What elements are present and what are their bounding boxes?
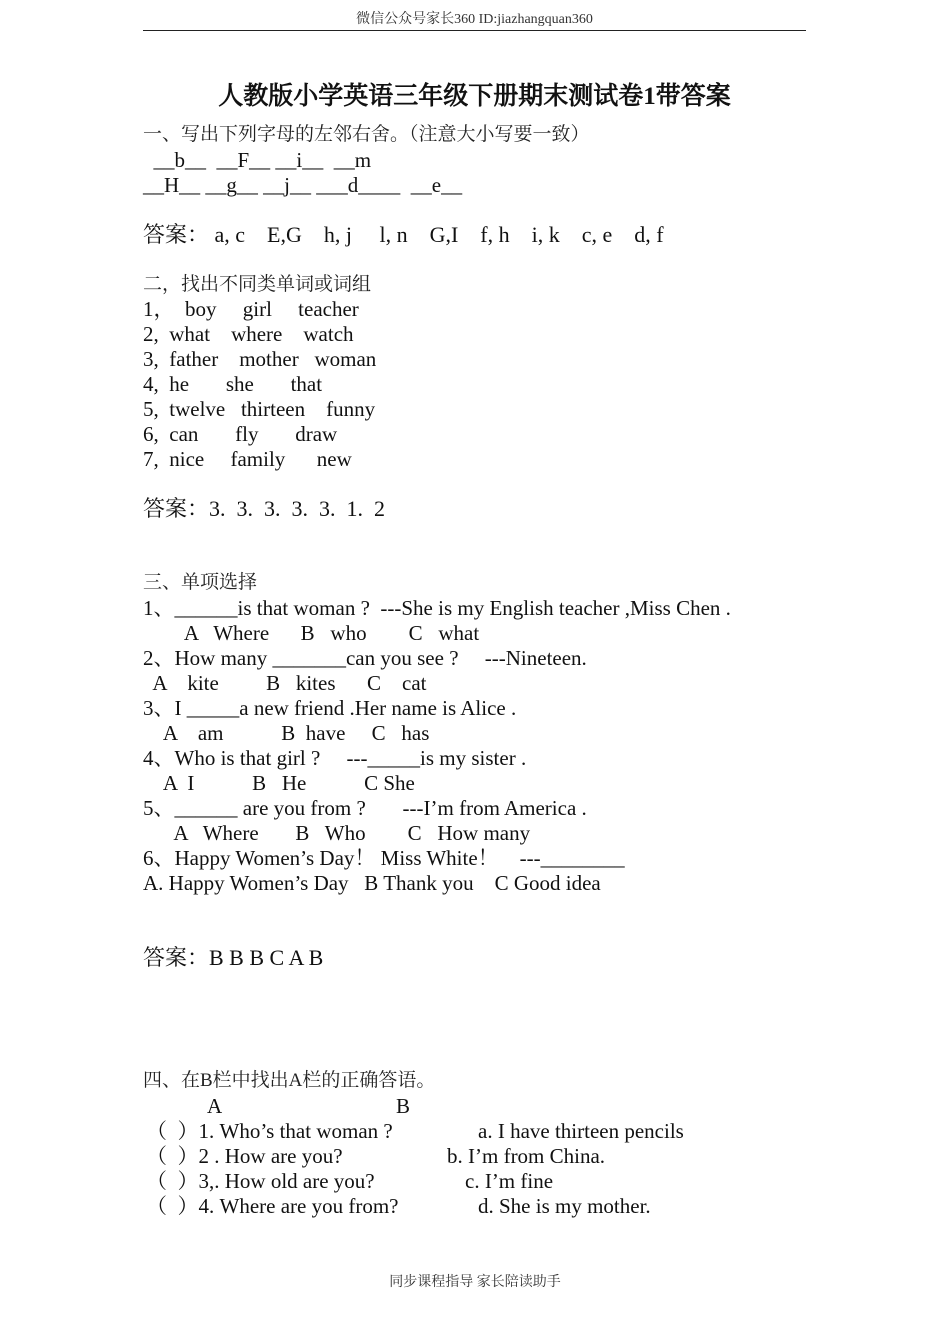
- list-item: 3, father mother woman: [143, 347, 377, 371]
- list-item: 2, what where watch: [143, 322, 354, 346]
- match-answer: a. I have thirteen pencils: [478, 1119, 684, 1143]
- options-line: A I B He C She: [143, 771, 415, 795]
- page-header: 微信公众号家长360 ID:jiazhangquan360: [143, 10, 806, 31]
- section2-heading: 二，找出不同类单词或词组: [143, 274, 372, 295]
- section1-answer: 答案： a, c E,G h, j l, n G,I f, h i, k c, e d, f: [143, 222, 664, 247]
- column-a-label: A: [207, 1094, 223, 1118]
- question-line: 1、______is that woman ? ---She is my English teacher ,Miss Chen .: [143, 596, 731, 620]
- question-line: 4、Who is that girl ? ---_____is my sister .: [143, 746, 527, 770]
- match-answer: c. I’m fine: [465, 1169, 554, 1193]
- question-line: 3、I _____a new friend .Her name is Alice .: [143, 696, 517, 720]
- match-question: （ ）2 . How are you?: [146, 1144, 343, 1168]
- section2-answer: 答案：3. 3. 3. 3. 3. 1. 2: [143, 496, 386, 521]
- options-line: A am B have C has: [143, 721, 430, 745]
- page-title: 人教版小学英语三年级下册期末测试卷1带答案: [218, 83, 731, 110]
- page-footer: 同步课程指导 家长陪读助手: [389, 1275, 561, 1290]
- section3-heading: 三、单项选择: [143, 572, 258, 593]
- letter-row-2: __H__ __g__ __j__ ___d____ __e__: [143, 173, 463, 197]
- options-line: A Where B Who C How many: [143, 821, 531, 845]
- options-line: A Where B who C what: [143, 621, 480, 645]
- list-item: 5, twelve thirteen funny: [143, 397, 376, 421]
- question-line: 5、______ are you from ? ---I’m from America .: [143, 796, 587, 820]
- letter-row-1: __b__ __F__ __i__ __m: [143, 148, 372, 172]
- section3-answer: 答案：B B B C A B: [143, 945, 324, 970]
- match-question: （ ）4. Where are you from?: [146, 1194, 399, 1218]
- column-b-label: B: [396, 1094, 411, 1118]
- list-item: 4, he she that: [143, 372, 323, 396]
- match-question: （ ）3,. How old are you?: [146, 1169, 375, 1193]
- match-question: （ ）1. Who’s that woman ?: [146, 1119, 393, 1143]
- question-line: 2、How many _______can you see ? ---Nineteen.: [143, 646, 587, 670]
- options-line: A kite B kites C cat: [143, 671, 427, 695]
- list-item: 6, can fly draw: [143, 422, 338, 446]
- match-answer: d. She is my mother.: [478, 1194, 651, 1218]
- question-line: 6、Happy Women’s Day！ Miss White！ ---________: [143, 846, 625, 870]
- options-line: A. Happy Women’s Day B Thank you C Good idea: [143, 871, 601, 895]
- list-item: 7, nice family new: [143, 447, 352, 471]
- section4-heading: 四、在B栏中找出A栏的正确答语。: [143, 1070, 436, 1091]
- match-answer: b. I’m from China.: [447, 1144, 606, 1168]
- list-item: 1， boy girl teacher: [143, 297, 359, 321]
- section1-heading: 一、写出下列字母的左邻右舍。（注意大小写要一致）: [143, 124, 590, 145]
